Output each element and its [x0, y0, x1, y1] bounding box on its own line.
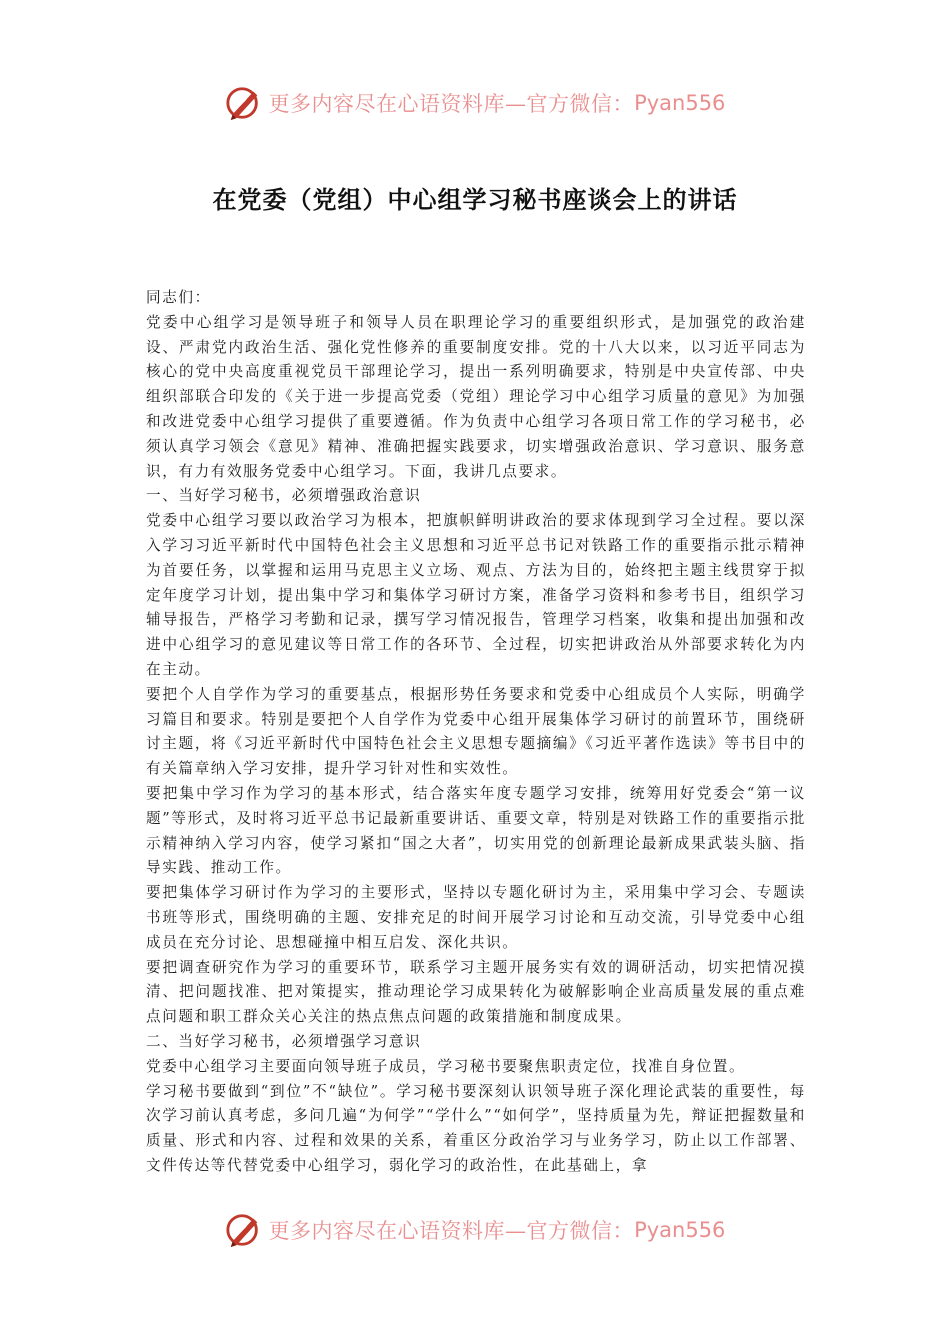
document-title: 在党委（党组）中心组学习秘书座谈会上的讲话	[212, 186, 738, 214]
paragraph: 党委中心组学习要以政治学习为根本，把旗帜鲜明讲政治的要求体现到学习全过程。要以深入学习习近平新时代中国特色社会主义思想和习近平总书记对铁路工作的重要指示批示精神为首要任务，以掌握和运用马克思主义立场、观点、方法为目的，始终把主题主线贯穿于拟定年度学习计划，提出集中学习和集体学习研讨方案，准备学习资料和参考书目，组织学习辅导报告，严格学习考勤和记录，撰写学习情况报告，管理学习档案，收集和提出加强和改进中心组学习的意见建议等日常工作的各环节、全过程，切实把讲政治从外部要求转化为内在主动。	[146, 512, 806, 678]
paragraph: 要把个人自学作为学习的重要基点，根据形势任务要求和党委中心组成员个人实际，明确学习篇目和要求。特别是要把个人自学作为党委中心组开展集体学习研讨的前置环节，围绕研讨主题，将《习近平新时代中国特色社会主义思想专题摘编》《习近平著作选读》等书目中的有关篇章纳入学习安排，提升学习针对性和实效性。	[146, 685, 806, 778]
banner-wechat-id: Pyan556	[634, 1218, 726, 1242]
banner-text: 更多内容尽在心语资料库—官方微信：	[268, 1219, 635, 1243]
paragraph: 要把集中学习作为学习的基本形式，结合落实年度专题学习安排，统筹用好党委会“第一议题”等形式，及时将习近平总书记最新重要讲话、重要文章，特别是对铁路工作的重要指示批示精神纳入学习内容，使学习紧扣“国之大者”，切实用党的创新理论最新成果武装头脑、指导实践、推动工作。	[146, 784, 806, 877]
paragraph: 党委中心组学习主要面向领导班子成员，学习秘书要聚焦职责定位，找准自身位置。	[146, 1057, 746, 1075]
paragraph: 要把调查研究作为学习的重要环节，联系学习主题开展务实有效的调研活动，切实把情况摸清、把问题找准、把对策提实，推动理论学习成果转化为破解影响企业高质量发展的重点难点问题和职工群众关心关注的热点焦点问题的政策措施和制度成果。	[146, 958, 806, 1026]
paragraph: 要把集体学习研讨作为学习的主要形式，坚持以专题化研讨为主，采用集中学习会、专题读书班等形式，围绕明确的主题、安排充足的时间开展学习讨论和互动交流，引导党委中心组成员在充分讨论、思想碰撞中相互启发、深化共识。	[146, 884, 806, 951]
paragraph: 学习秘书要做到“到位”不“缺位”。学习秘书要深刻认识领导班子深化理论武装的重要性，每次学习前认真考虑，多问几遍“为何学”“学什么”“如何学”，坚持质量为先，辩证把握数量和质量、形式和内容、过程和效果的关系，着重区分政治学习与业务学习，防止以工作部署、文件传达等代替党委中心组学习，弱化学习的政治性，在此基础上，拿	[146, 1082, 806, 1174]
pen-logo-icon	[225, 84, 263, 122]
pen-logo-icon	[225, 1211, 263, 1249]
header-banner	[0, 80, 950, 126]
section-heading: 一、当好学习秘书，必须增强政治意识	[146, 487, 422, 505]
paragraph: 党委中心组学习是领导班子和领导人员在职理论学习的重要组织形式，是加强党的政治建设、严肃党内政治生活、强化党性修养的重要制度安排。党的十八大以来，以习近平同志为核心的党中央高度重视党员干部理论学习，提出一系列明确要求，特别是中央宣传部、中央组织部联合印发的《关于进一步提高党委（党组）理论学习中心组学习质量的意见》为加强和改进党委中心组学习提供了重要遵循。作为负责中心组学习各项日常工作的学习秘书，必须认真学习领会《意见》精神、准确把握实践要求，切实增强政治意识、学习意识、服务意识，有力有效服务党委中心组学习。下面，我讲几点要求。	[146, 313, 806, 480]
document-body	[146, 286, 806, 1179]
footer-banner	[0, 1207, 950, 1253]
section-heading: 二、当好学习秘书，必须增强学习意识	[146, 1032, 422, 1050]
banner-text: 更多内容尽在心语资料库—官方微信：	[268, 92, 635, 116]
banner-wechat-id: Pyan556	[634, 91, 726, 115]
greeting: 同志们：	[146, 289, 211, 306]
